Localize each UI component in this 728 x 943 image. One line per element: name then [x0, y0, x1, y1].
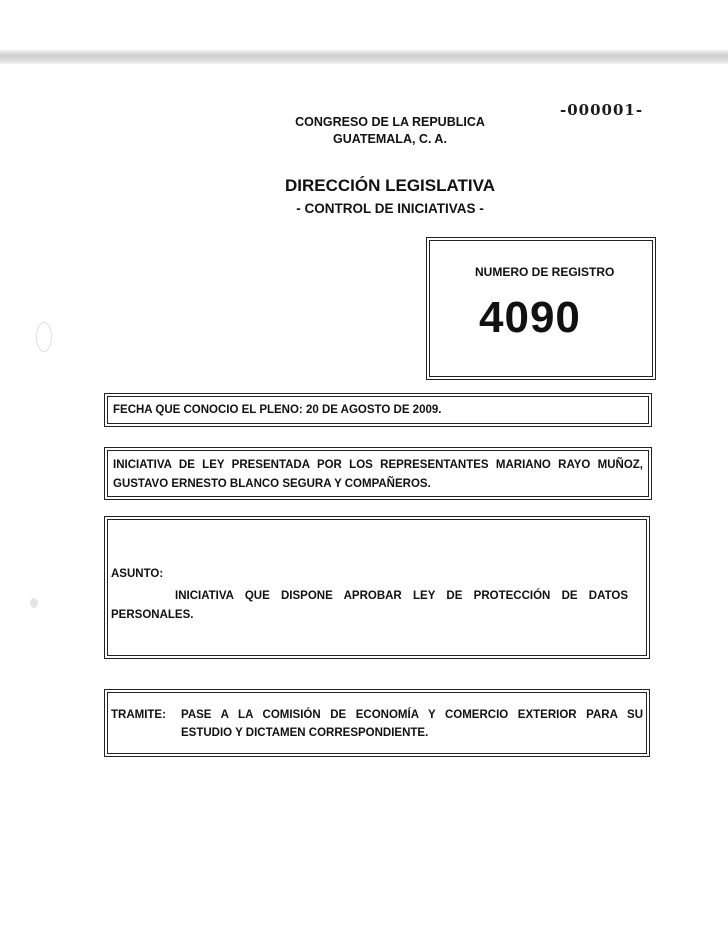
- scan-band: [0, 50, 728, 64]
- page-subtitle: - CONTROL DE INICIATIVAS -: [296, 201, 484, 216]
- folio-number: -000001-: [560, 101, 644, 119]
- fecha-box: [104, 393, 652, 427]
- asunto-line-2: PERSONALES.: [111, 609, 194, 621]
- iniciativa-line-1: INICIATIVA DE LEY PRESENTADA POR LOS REPRESENTANTES MARIANO RAYO MUÑOZ,: [113, 459, 643, 471]
- institution-name: CONGRESO DE LA REPUBLICA: [295, 115, 485, 129]
- iniciativa-box: [104, 447, 652, 500]
- fecha-text: FECHA QUE CONOCIO EL PLENO: 20 DE AGOSTO DE 2009.: [113, 404, 442, 416]
- tramite-line-1: PASE A LA COMISIÓN DE ECONOMÍA Y COMERCIO EXTERIOR PARA SU: [181, 709, 643, 721]
- tramite-line-2: ESTUDIO Y DICTAMEN CORRESPONDIENTE.: [181, 727, 429, 739]
- iniciativa-line-2: GUSTAVO ERNESTO BLANCO SEGURA Y COMPAÑEROS.: [113, 478, 431, 490]
- tramite-label: TRAMITE:: [111, 709, 166, 721]
- registro-number: 4090: [479, 293, 581, 342]
- page-title: DIRECCIÓN LEGISLATIVA: [285, 176, 495, 195]
- asunto-box: [104, 516, 650, 659]
- registro-box: [426, 237, 656, 380]
- tramite-box: [104, 689, 650, 757]
- institution-location: GUATEMALA, C. A.: [333, 132, 447, 146]
- punch-hole-mark: [30, 598, 38, 608]
- punch-hole-mark: [36, 322, 52, 352]
- asunto-line-1: INICIATIVA QUE DISPONE APROBAR LEY DE PROTECCIÓN DE DATOS: [175, 590, 628, 602]
- registro-label: NUMERO DE REGISTRO: [475, 265, 615, 279]
- asunto-label: ASUNTO:: [111, 568, 164, 580]
